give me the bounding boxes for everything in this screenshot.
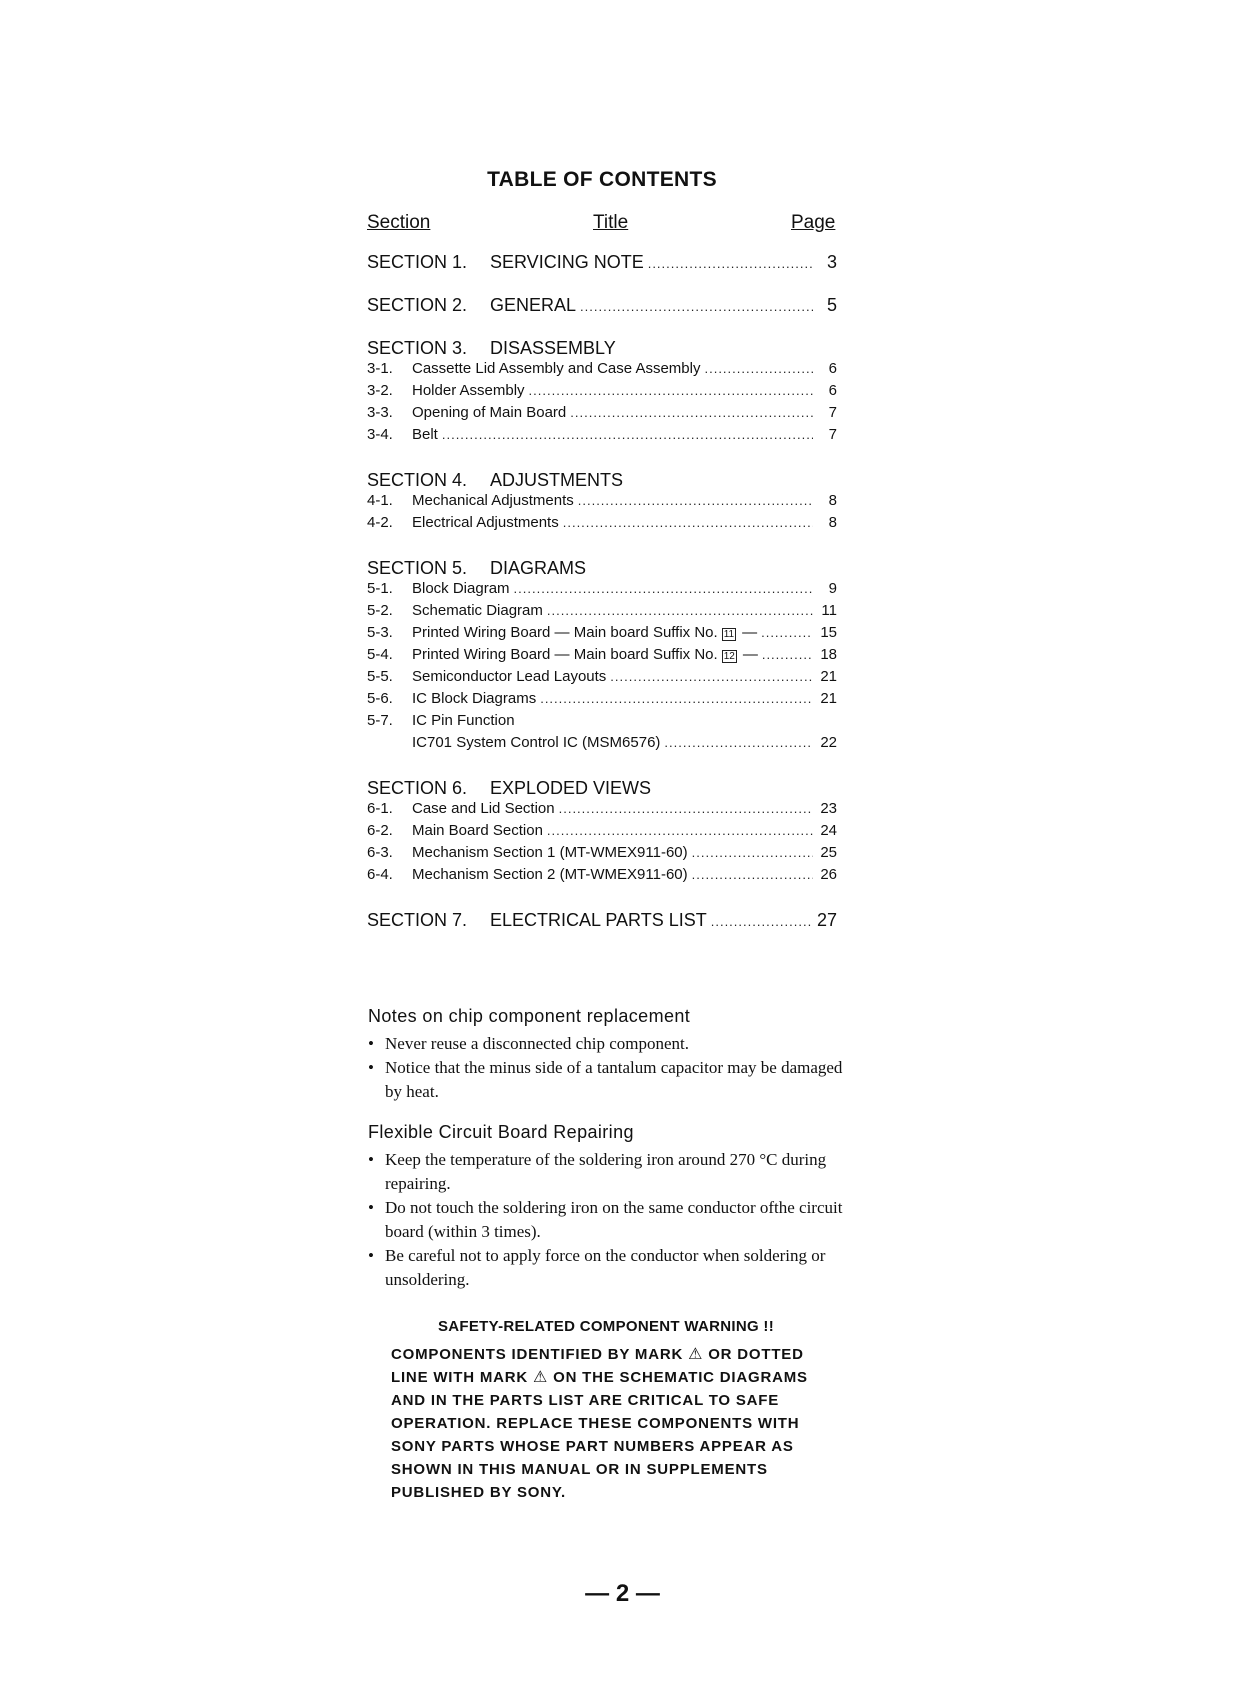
item-title: Electrical Adjustments <box>412 514 559 531</box>
warning-line <box>391 1343 821 1366</box>
section-title: GENERAL <box>490 295 577 315</box>
toc-item-continuation <box>367 734 837 756</box>
warning-text: COMPONENTS IDENTIFIED BY MARK <box>391 1346 684 1363</box>
toc-list <box>367 252 837 953</box>
item-title: IC Pin Function <box>412 712 515 729</box>
leader-dots <box>692 845 813 860</box>
leader-dots <box>578 493 813 508</box>
warning-line: PUBLISHED BY SONY. <box>391 1484 566 1501</box>
warning-triangle-icon: ⚠ <box>688 1346 704 1363</box>
toc-item <box>367 426 837 448</box>
page-ref: 27 <box>817 910 838 930</box>
column-heading-page: Page <box>791 212 836 233</box>
item-title: Case and Lid Section <box>412 800 555 817</box>
item-number: 5-2. <box>367 602 393 619</box>
toc-section-6 <box>367 778 837 888</box>
bullet: • <box>368 1198 374 1217</box>
toc-row <box>367 778 837 800</box>
leader-dots <box>540 691 813 706</box>
section-number: SECTION 6. <box>367 778 468 798</box>
list-item <box>368 1032 843 1056</box>
page-ref: 7 <box>828 404 837 421</box>
item-number: 4-1. <box>367 492 393 509</box>
note-text: Keep the temperature of the soldering iron around 270 °C during repairing. <box>385 1150 827 1193</box>
section-title: DIAGRAMS <box>490 558 587 578</box>
section-number: SECTION 2. <box>367 295 468 315</box>
warning-text: OR DOTTED <box>708 1346 804 1363</box>
list-item <box>368 1056 843 1104</box>
page-ref: 25 <box>820 844 837 861</box>
toc-item <box>367 382 837 404</box>
leader-dots <box>563 515 813 530</box>
page-ref: 18 <box>820 646 837 663</box>
item-number: 5-3. <box>367 624 393 641</box>
page-ref: 3 <box>826 252 837 272</box>
page-ref: 24 <box>820 822 837 839</box>
section-title: EXPLODED VIEWS <box>490 778 652 798</box>
page-ref: 5 <box>826 295 837 315</box>
suffix-number-box: 12 <box>723 651 735 662</box>
note-list-chip <box>368 1032 843 1104</box>
list-item <box>368 1196 843 1244</box>
page-ref: 8 <box>828 514 837 531</box>
section-number: SECTION 5. <box>367 558 468 578</box>
toc-row <box>367 252 837 274</box>
leader-dots <box>704 361 813 376</box>
toc-section-3 <box>367 338 837 448</box>
item-title: Mechanism Section 2 (MT-WMEX911-60) <box>412 866 688 883</box>
note-text: Be careful not to apply force on the conductor when soldering or unsoldering. <box>385 1246 826 1289</box>
item-title: Printed Wiring Board — Main board Suffix No. <box>412 646 718 663</box>
column-heading-title: Title <box>593 212 629 233</box>
item-number: 5-7. <box>367 712 393 729</box>
item-title: Mechanism Section 1 (MT-WMEX911-60) <box>412 844 688 861</box>
page-number: — 2 — <box>585 1580 660 1607</box>
page-ref: 21 <box>820 668 837 685</box>
note-text: Never reuse a disconnected chip component. <box>385 1034 689 1053</box>
leader-dots <box>547 823 813 838</box>
item-number: 3-2. <box>367 382 393 399</box>
toc-row <box>367 338 837 360</box>
item-title: Semiconductor Lead Layouts <box>412 668 607 685</box>
section-number: SECTION 7. <box>367 910 468 930</box>
leader-dots <box>570 405 813 420</box>
section-title: ELECTRICAL PARTS LIST <box>490 910 707 930</box>
bullet: • <box>368 1150 374 1169</box>
page-ref: 15 <box>820 624 837 641</box>
toc-item <box>367 602 837 624</box>
warning-triangle-icon: ⚠ <box>532 1369 549 1386</box>
item-number: 3-4. <box>367 426 393 443</box>
leader-dots <box>529 383 813 398</box>
warning-line: SONY PARTS WHOSE PART NUMBERS APPEAR AS <box>391 1438 794 1455</box>
leader-dots <box>514 581 813 596</box>
page-ref: 6 <box>828 382 837 399</box>
section-number: SECTION 4. <box>367 470 468 490</box>
item-number: 3-1. <box>367 360 393 377</box>
item-number: 6-1. <box>367 800 393 817</box>
notes-block <box>368 1006 843 1310</box>
toc-item <box>367 492 837 514</box>
toc-item <box>367 800 837 822</box>
item-subtitle: IC701 System Control IC (MSM6576) <box>412 734 661 751</box>
item-title: Belt <box>412 426 438 443</box>
toc-section-4 <box>367 470 837 536</box>
column-heading-section: Section <box>367 212 431 233</box>
toc-item <box>367 404 837 426</box>
item-title: Mechanical Adjustments <box>412 492 574 509</box>
list-item <box>368 1244 843 1292</box>
toc-item <box>367 646 837 668</box>
item-number: 5-6. <box>367 690 393 707</box>
leader-dots <box>648 256 813 271</box>
toc-section-2 <box>367 295 837 317</box>
item-number: 5-1. <box>367 580 393 597</box>
item-title: Holder Assembly <box>412 382 525 399</box>
item-dash: — <box>742 624 758 641</box>
toc-item <box>367 580 837 602</box>
toc-section-1 <box>367 252 837 274</box>
toc-item <box>367 690 837 712</box>
warning-line: OPERATION. REPLACE THESE COMPONENTS WITH <box>391 1415 800 1432</box>
item-title: Printed Wiring Board — Main board Suffix No. <box>412 624 718 641</box>
bullet: • <box>368 1246 374 1265</box>
suffix-number-box: 11 <box>723 629 735 640</box>
page-ref: 23 <box>820 800 837 817</box>
item-title: Main Board Section <box>412 822 543 839</box>
item-number: 5-5. <box>367 668 393 685</box>
warning-text: LINE WITH MARK <box>391 1369 529 1386</box>
list-item <box>368 1148 843 1196</box>
toc-item <box>367 360 837 382</box>
section-title: SERVICING NOTE <box>490 252 644 272</box>
warning-line <box>391 1366 821 1389</box>
note-heading-chip: Notes on chip component replacement <box>368 1006 691 1026</box>
leader-dots <box>692 867 813 882</box>
safety-warning <box>391 1318 821 1504</box>
leader-dots <box>761 625 813 640</box>
leader-dots <box>711 914 813 929</box>
item-number: 5-4. <box>367 646 393 663</box>
section-title: ADJUSTMENTS <box>490 470 624 490</box>
note-text: Notice that the minus side of a tantalum capacitor may be damaged by heat. <box>385 1058 843 1101</box>
section-number: SECTION 1. <box>367 252 468 272</box>
page-ref: 7 <box>828 426 837 443</box>
leader-dots <box>559 801 813 816</box>
toc-item <box>367 822 837 844</box>
item-number: 6-3. <box>367 844 393 861</box>
item-title: Block Diagram <box>412 580 510 597</box>
item-number: 4-2. <box>367 514 393 531</box>
page-ref: 6 <box>828 360 837 377</box>
leader-dots <box>610 669 813 684</box>
item-dash: — <box>742 646 758 663</box>
leader-dots <box>442 427 813 442</box>
note-list-flexible <box>368 1148 843 1292</box>
bullet: • <box>368 1058 374 1077</box>
leader-dots <box>762 647 813 662</box>
warning-line: AND IN THE PARTS LIST ARE CRITICAL TO SAFE <box>391 1392 780 1409</box>
item-title: IC Block Diagrams <box>412 690 537 707</box>
toc-item <box>367 844 837 866</box>
item-number: 6-4. <box>367 866 393 883</box>
toc-row <box>367 558 837 580</box>
item-number: 6-2. <box>367 822 393 839</box>
toc-title: TABLE OF CONTENTS <box>487 168 717 191</box>
page-ref: 8 <box>828 492 837 509</box>
warning-text: ON THE SCHEMATIC DIAGRAMS <box>553 1369 808 1386</box>
page-ref: 21 <box>820 690 837 707</box>
toc-row <box>367 295 837 317</box>
toc-item <box>367 514 837 536</box>
leader-dots <box>547 603 813 618</box>
item-number: 3-3. <box>367 404 393 421</box>
toc-section-5 <box>367 558 837 756</box>
page-ref: 11 <box>821 602 837 619</box>
toc-item <box>367 712 837 734</box>
toc-row <box>367 470 837 492</box>
page-ref: 9 <box>828 580 837 597</box>
leader-dots <box>580 299 813 314</box>
note-text: Do not touch the soldering iron on the same conductor ofthe circuit board (within 3 times). <box>385 1198 843 1241</box>
toc-item <box>367 866 837 888</box>
toc-section-7 <box>367 910 837 932</box>
page-ref: 22 <box>820 734 837 751</box>
leader-dots <box>664 735 813 750</box>
warning-line: SHOWN IN THIS MANUAL OR IN SUPPLEMENTS <box>391 1461 768 1478</box>
warning-title: SAFETY-RELATED COMPONENT WARNING !! <box>437 1318 775 1335</box>
bullet: • <box>368 1034 374 1053</box>
section-title: DISASSEMBLY <box>490 338 616 358</box>
toc-row <box>367 910 837 932</box>
note-heading-flexible: Flexible Circuit Board Repairing <box>368 1122 634 1142</box>
item-title: Cassette Lid Assembly and Case Assembly <box>412 360 701 377</box>
item-title: Schematic Diagram <box>412 602 543 619</box>
section-number: SECTION 3. <box>367 338 468 358</box>
toc-item <box>367 668 837 690</box>
page-ref: 26 <box>820 866 837 883</box>
item-title: Opening of Main Board <box>412 404 567 421</box>
toc-item <box>367 624 837 646</box>
